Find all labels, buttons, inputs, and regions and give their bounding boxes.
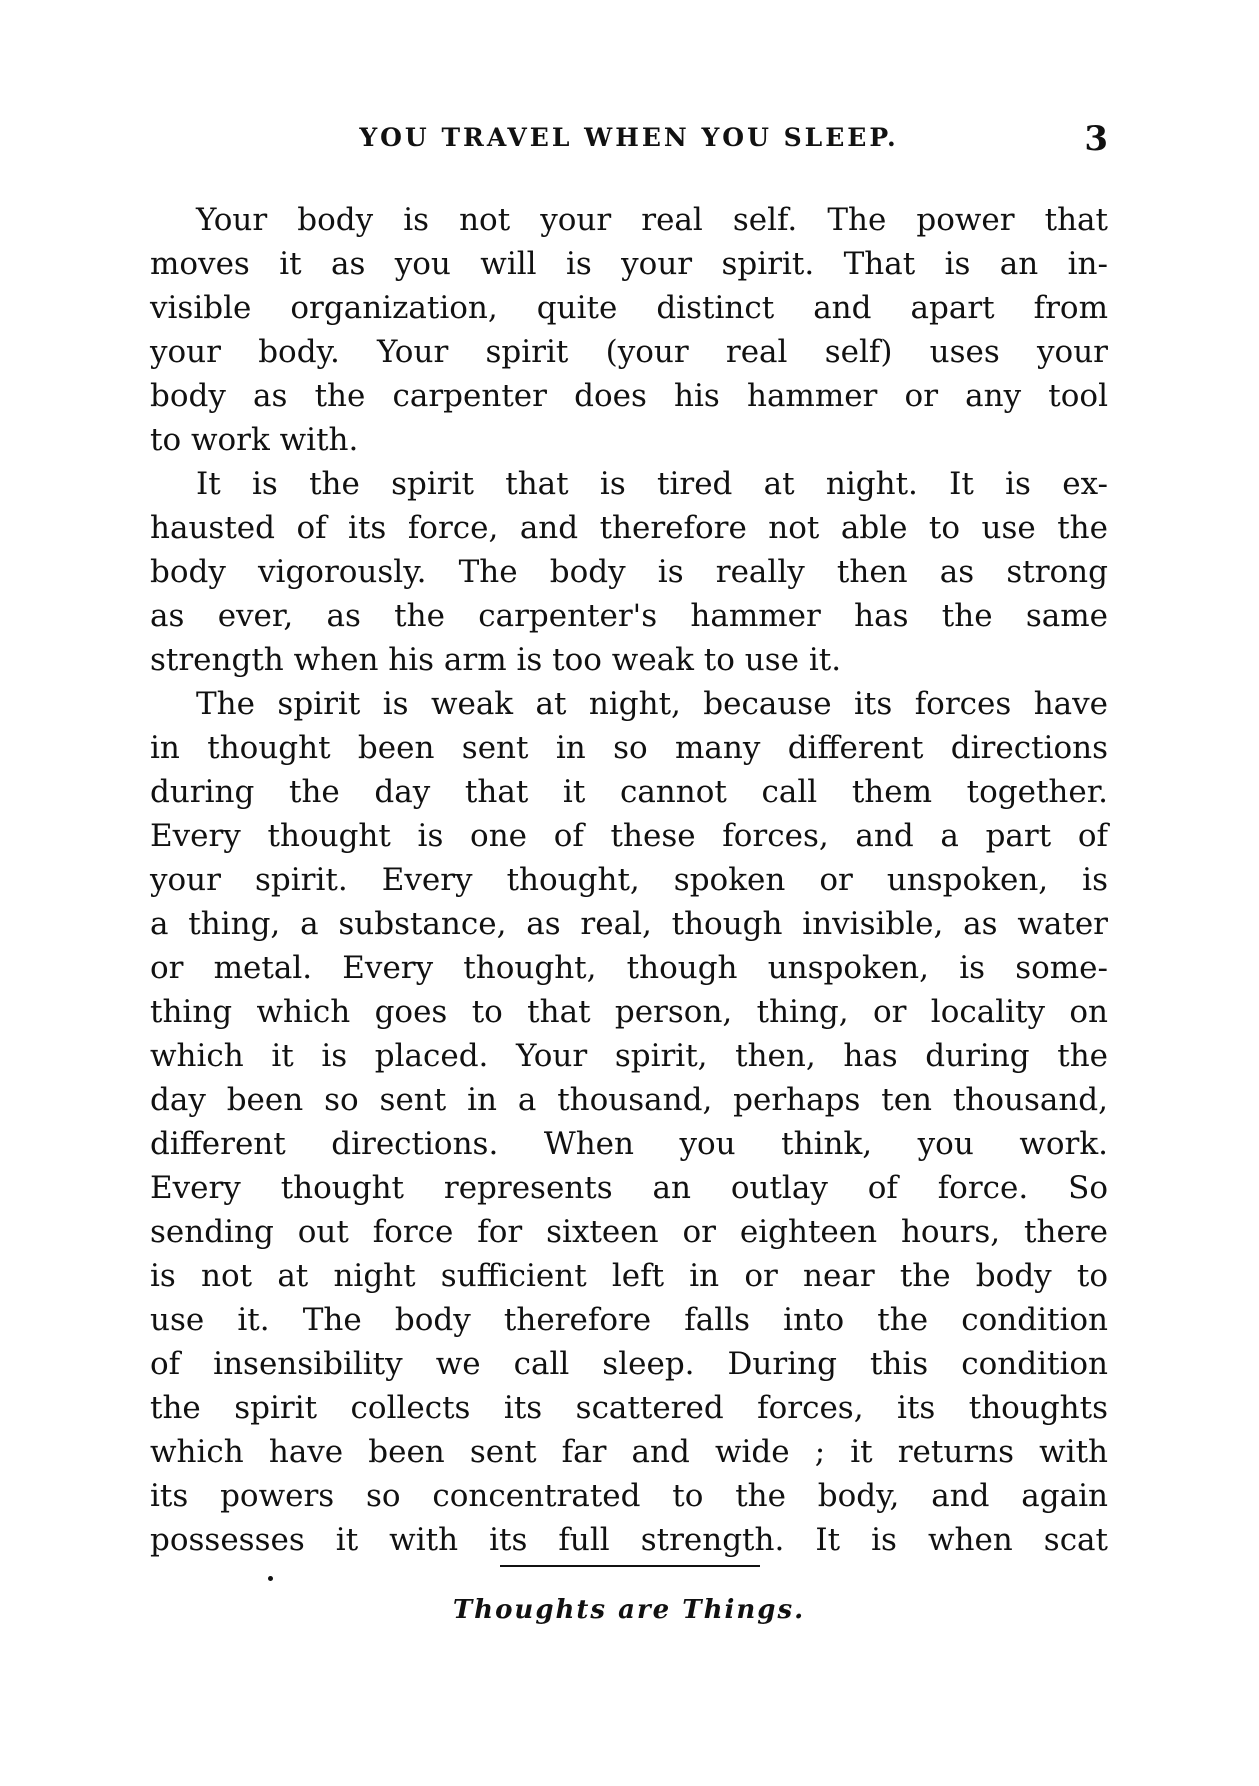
text-line: your body. Your spirit (your real self) uses your: [150, 334, 1108, 370]
text-line: or metal. Every thought, though unspoken, is some-: [150, 950, 1108, 986]
running-head: [150, 119, 1108, 163]
text-line: hausted of its force, and therefore not able to use the: [150, 510, 1108, 546]
running-title: YOU TRAVEL WHEN YOU SLEEP.: [359, 123, 899, 152]
text-line: which it is placed. Your spirit, then, has during the: [150, 1038, 1108, 1074]
text-line: use it. The body therefore falls into the condition: [150, 1302, 1108, 1338]
text-line: your spirit. Every thought, spoken or unspoken, is: [150, 862, 1108, 898]
body-text: [150, 198, 1108, 1562]
text-line: thing which goes to that person, thing, or locality on: [150, 994, 1108, 1030]
text-line: The spirit is weak at night, because its forces have: [196, 686, 1108, 722]
page-number: 3: [1084, 119, 1108, 159]
text-line: is not at night sufficient left in or near the body to: [150, 1258, 1108, 1294]
footer-rule: [500, 1565, 760, 1567]
text-line: different directions. When you think, you work.: [150, 1126, 1108, 1162]
footer-motto: Thoughts are Things.: [452, 1595, 806, 1625]
paragraph-2: [150, 462, 1108, 682]
text-line: as ever, as the carpenter's hammer has the same: [150, 598, 1108, 634]
text-line: Every thought is one of these forces, and a part of: [150, 818, 1108, 854]
text-line: strength when his arm is too weak to use it.: [150, 642, 842, 678]
text-line: It is the spirit that is tired at night. It is ex-: [196, 466, 1108, 502]
text-line: to work with.: [150, 422, 359, 458]
text-line: the spirit collects its scattered forces, its thoughts: [150, 1390, 1108, 1426]
text-line: body vigorously. The body is really then as strong: [150, 554, 1108, 590]
text-line: a thing, a substance, as real, though invisible, as water: [150, 906, 1108, 942]
text-line: possesses it with its full strength. It is when scat: [150, 1522, 1108, 1558]
paragraph-3: [150, 682, 1108, 1562]
text-line: sending out force for sixteen or eighteen hours, there: [150, 1214, 1108, 1250]
text-line: its powers so concentrated to the body, and again: [150, 1478, 1108, 1514]
text-line: visible organization, quite distinct and apart from: [150, 290, 1108, 326]
paragraph-1: [150, 198, 1108, 462]
text-line: moves it as you will is your spirit. That is an in-: [150, 246, 1108, 282]
text-line: Your body is not your real self. The power that: [196, 202, 1108, 238]
ink-dot: [268, 1576, 273, 1581]
text-line: body as the carpenter does his hammer or any tool: [150, 378, 1108, 414]
text-line: which have been sent far and wide ; it returns with: [150, 1434, 1108, 1470]
text-line: during the day that it cannot call them together.: [150, 774, 1108, 810]
text-line: day been so sent in a thousand, perhaps ten thousand,: [150, 1082, 1108, 1118]
text-line: Every thought represents an outlay of force. So: [150, 1170, 1108, 1206]
text-line: in thought been sent in so many different directions: [150, 730, 1108, 766]
text-line: of insensibility we call sleep. During this condition: [150, 1346, 1108, 1382]
